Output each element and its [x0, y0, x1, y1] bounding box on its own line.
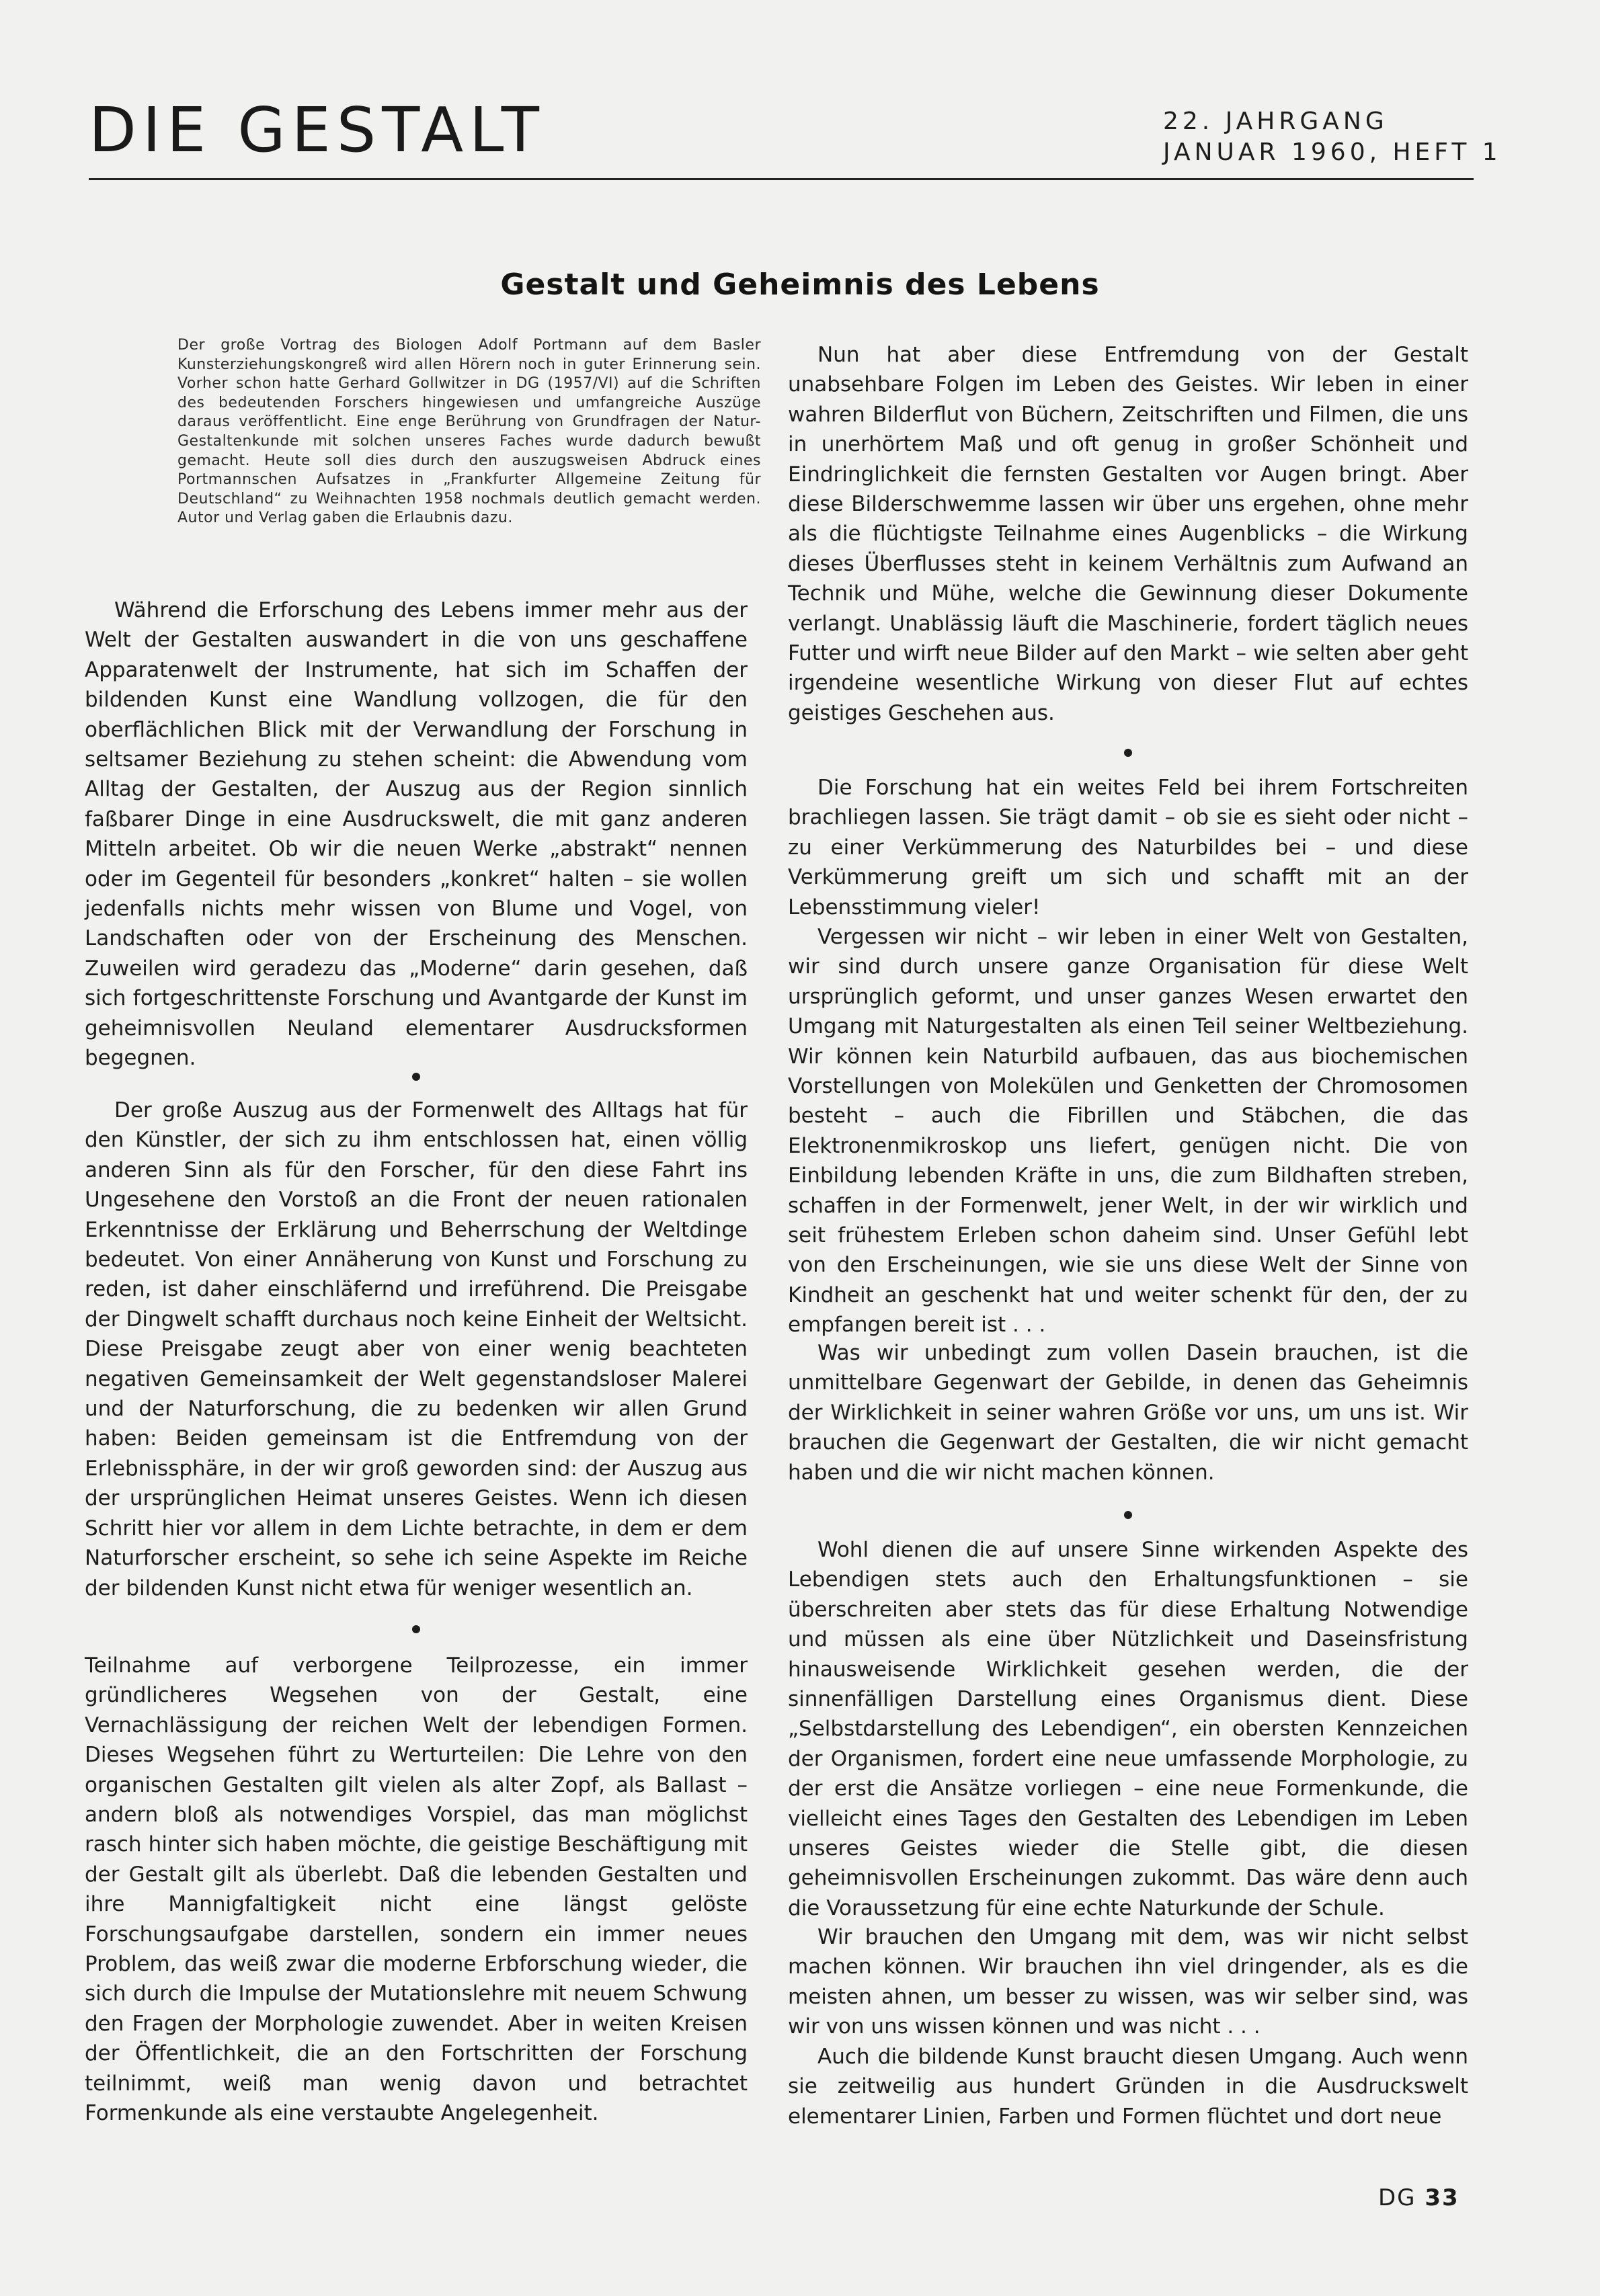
article-title: Gestalt und Geheimnis des Lebens: [500, 268, 1100, 302]
paragraph: Während die Erforschung des Lebens immer mehr aus der Welt der Gestalten auswandert in die von uns geschaffene Apparatenwelt der Instrumente, hat sich im Schaffen der bildenden Kunst eine Wandlung vollzogen, die für den oberflächlichen Blick mit der Verwandlung der Forschung in seltsamer Beziehung zu stehen scheint: die Abwendung vom Alltag der Gestalten, der Auszug aus der Region sinnlich faßbarer Dinge in eine Ausdruckswelt, die mit ganz anderen Mitteln arbeitet. Ob wir die neuen Werke „abstrakt“ nennen oder im Gegenteil für besonders „konkret“ halten – sie wollen jedenfalls nichts mehr wissen von Blume und Vogel, von Landschaften oder von der Erscheinung des Menschen. Zuweilen wird geradezu das „Moderne“ darin gesehen, daß sich fortgeschrittenste Forschung und Avantgarde der Kunst im geheimnisvollen Neuland elementarer Ausdrucksformen begegnen.: [85, 598, 748, 1071]
header-divider: [89, 178, 1474, 180]
paragraph: Was wir unbedingt zum vollen Dasein brauchen, ist die unmittelbare Gegenwart der Gebilde, in denen das Geheimnis der Wirklichkeit in seiner wahren Größe vor uns, um uns ist. Wir brauchen die Gegenwart der Gestalten, die wir nicht gemacht haben und die wir nicht machen können.: [788, 1341, 1468, 1485]
article-intro: Der große Vortrag des Biologen Adolf Portmann auf dem Basler Kunsterziehungskongreß wird allen Hörern noch in guter Erinnerung sein. Vorher schon hatte Gerhard Gollwitzer in DG (1957/VI) auf die Schriften des bedeutenden Forschers hingewiesen und umfangreiche Auszüge daraus veröffentlicht. Eine enge Berührung von Grundfragen der Natur-Gestaltenkunde mit solchen unseres Faches wurde dadurch bewußt gemacht. Heute soll dies durch den auszugsweisen Abdruck eines Portmannschen Aufsatzes in „Frankfurter Allgemeine Zeitung für Deutschland“ zu Weihnachten 1958 nochmals deutlich gemacht werden. Autor und Verlag gaben die Erlaubnis dazu.: [177, 337, 761, 527]
page-footer: [1378, 2184, 1459, 2211]
paragraph: Vergessen wir nicht – wir leben in einer Welt von Gestalten, wir sind durch unsere ganze Organisation für diese Welt ursprünglich geformt, und unser ganzes Wesen erwartet den Umgang mit Naturgestalten als einen Teil seiner Weltbeziehung. Wir können kein Naturbild aufbauen, das aus biochemischen Vorstellungen von Molekülen und Genketten der Chromosomen besteht – auch die Fibrillen und Stäbchen, die das Elektronenmikroskop uns liefert, genügen nicht. Die von Einbildung lebenden Kräfte in uns, die zum Bildhaften streben, schaffen in der Formenwelt, jener Welt, in der wir wirklich und seit frühestem Erleben schon daheim sind. Unser Gefühl lebt von den Erscheinungen, wie sie uns diese Welt der Sinne von Kindheit an geschenkt hat und weiter schenkt für den, der zu empfangen bereit ist . . .: [788, 925, 1468, 1338]
issue-label: JANUAR 1960, HEFT 1: [1163, 138, 1502, 166]
paragraph: Teilnahme auf verborgene Teilprozesse, ein immer gründlicheres Wegsehen von der Gestalt, eine Vernachlässigung der reichen Welt der lebendigen Formen. Dieses Wegsehen führt zu Werturteilen: Die Lehre von den organischen Gestalten gilt vielen als alter Zopf, als Ballast – andern bloß als notwendiges Vorspiel, das man möglichst rasch hinter sich haben möchte, die geistige Beschäftigung mit der Gestalt gilt als überlebt. Daß die lebenden Gestalten und ihre Mannigfaltigkeit nicht eine längst gelöste Forschungsaufgabe darstellen, sondern ein immer neues Problem, das weiß zwar die moderne Erbforschung wieder, die sich durch die Impulse der Mutationslehre mit neuem Schwung den Fragen der Morphologie zuwendet. Aber in weiten Kreisen der Öffentlichkeit, die an den Fortschritten der Forschung teilnimmt, weiß man wenig davon und betrachtet Formenkunde als eine verstaubte Angelegenheit.: [85, 1653, 748, 2126]
issue-info: [1163, 106, 1502, 168]
page-number: 33: [1425, 2184, 1459, 2211]
paragraph: Wohl dienen die auf unsere Sinne wirkenden Aspekte des Lebendigen stets auch den Erhaltungsfunktionen – sie überschreiten aber stets das für diese Erhaltung Notwendige und müssen als eine über Nützlichkeit und Daseinsfristung hinausweisende Wirklichkeit gesehen werden, die der sinnenfälligen Darstellung eines Organismus dient. Diese „Selbstdarstellung des Lebendigen“, ein obersten Kennzeichen der Organismen, fordert eine neue umfassende Morphologie, zu der erst die Ansätze vorliegen – eine neue Formenkunde, die vielleicht eines Tages den Gestalten des Lebendigen im Leben unseres Geistes wieder die Stelle gibt, die diesen geheimnisvollen Erscheinungen zukommt. Das wäre denn auch die Voraussetzung für eine echte Naturkunde der Schule.: [788, 1538, 1468, 1920]
journal-abbreviation: DG: [1378, 2184, 1425, 2211]
section-divider-bullet: [1124, 749, 1132, 757]
section-divider-bullet: [412, 1073, 420, 1081]
journal-masthead-title: DIE GESTALT: [89, 94, 545, 166]
paragraph: Der große Auszug aus der Formenwelt des Alltags hat für den Künstler, der sich zu ihm entschlossen hat, einen völlig anderen Sinn als für den Forscher, für den diese Fahrt ins Ungesehene den Vorstoß an die Front der neuen rationalen Erkenntnisse der Erklärung und Beherrschung der Weltdinge bedeutet. Von einer Annäherung von Kunst und Forschung zu reden, ist daher einschläfernd und irreführend. Die Preisgabe der Dingwelt schafft durchaus noch keine Einheit der Weltsicht. Diese Preisgabe zeugt aber von einer wenig beachteten negativen Gemeinsamkeit der Welt gegenstandsloser Malerei und der Naturforschung, die zu bedenken wir allen Grund haben: Beiden gemeinsam ist die Entfremdung von der Erlebnissphäre, in der wir groß geworden sind: der Auszug aus der ursprünglichen Heimat unseres Geistes. Wenn ich diesen Schritt hier vor allem in dem Lichte betrachte, in dem er dem Naturforscher erscheint, so sehe ich seine Aspekte im Reiche der bildenden Kunst nicht etwa für weniger wesentlich an.: [85, 1098, 748, 1600]
paragraph: Wir brauchen den Umgang mit dem, was wir nicht selbst machen können. Wir brauchen ihn viel dringender, als es die meisten ahnen, um besser zu wissen, was wir selber sind, was wir von uns wissen können und was nicht . . .: [788, 1925, 1468, 2039]
paragraph: Nun hat aber diese Entfremdung von der Gestalt unabsehbare Folgen im Leben des Geistes. Wir leben in einer wahren Bilderflut von Büchern, Zeitschriften und Filmen, die uns in unerhörtem Maß und oft genug in großer Schönheit und Eindringlichkeit die fernsten Gestalten vor Augen bringt. Aber diese Bilderschwemme lassen wir über uns ergehen, ohne mehr als die flüchtigste Teilnahme eines Augenblicks – die Wirkung dieses Überflusses steht in keinem Verhältnis zum Aufwand an Technik und Mühe, welche die Gewinnung dieser Dokumente verlangt. Unablässig läuft die Maschinerie, fordert täglich neues Futter und wirft neue Bilder auf den Markt – wie selten aber geht irgendeine wesentliche Wirkung von dieser Flut auf echtes geistiges Geschehen aus.: [788, 343, 1468, 725]
paragraph: Auch die bildende Kunst braucht diesen Umgang. Auch wenn sie zeitweilig aus hundert Gründen in die Ausdruckswelt elementarer Linien, Farben und Formen flüchtet und dort neue: [788, 2045, 1468, 2129]
paragraph: Die Forschung hat ein weites Feld bei ihrem Fortschreiten brachliegen lassen. Sie trägt damit – ob sie es sieht oder nicht – zu einer Verkümmerung des Naturbildes bei – und diese Verkümmerung greift um sich und schafft mit an der Lebensstimmung vieler!: [788, 776, 1468, 919]
volume-label: 22. JAHRGANG: [1163, 108, 1388, 135]
section-divider-bullet: [1124, 1511, 1132, 1519]
section-divider-bullet: [412, 1625, 420, 1633]
